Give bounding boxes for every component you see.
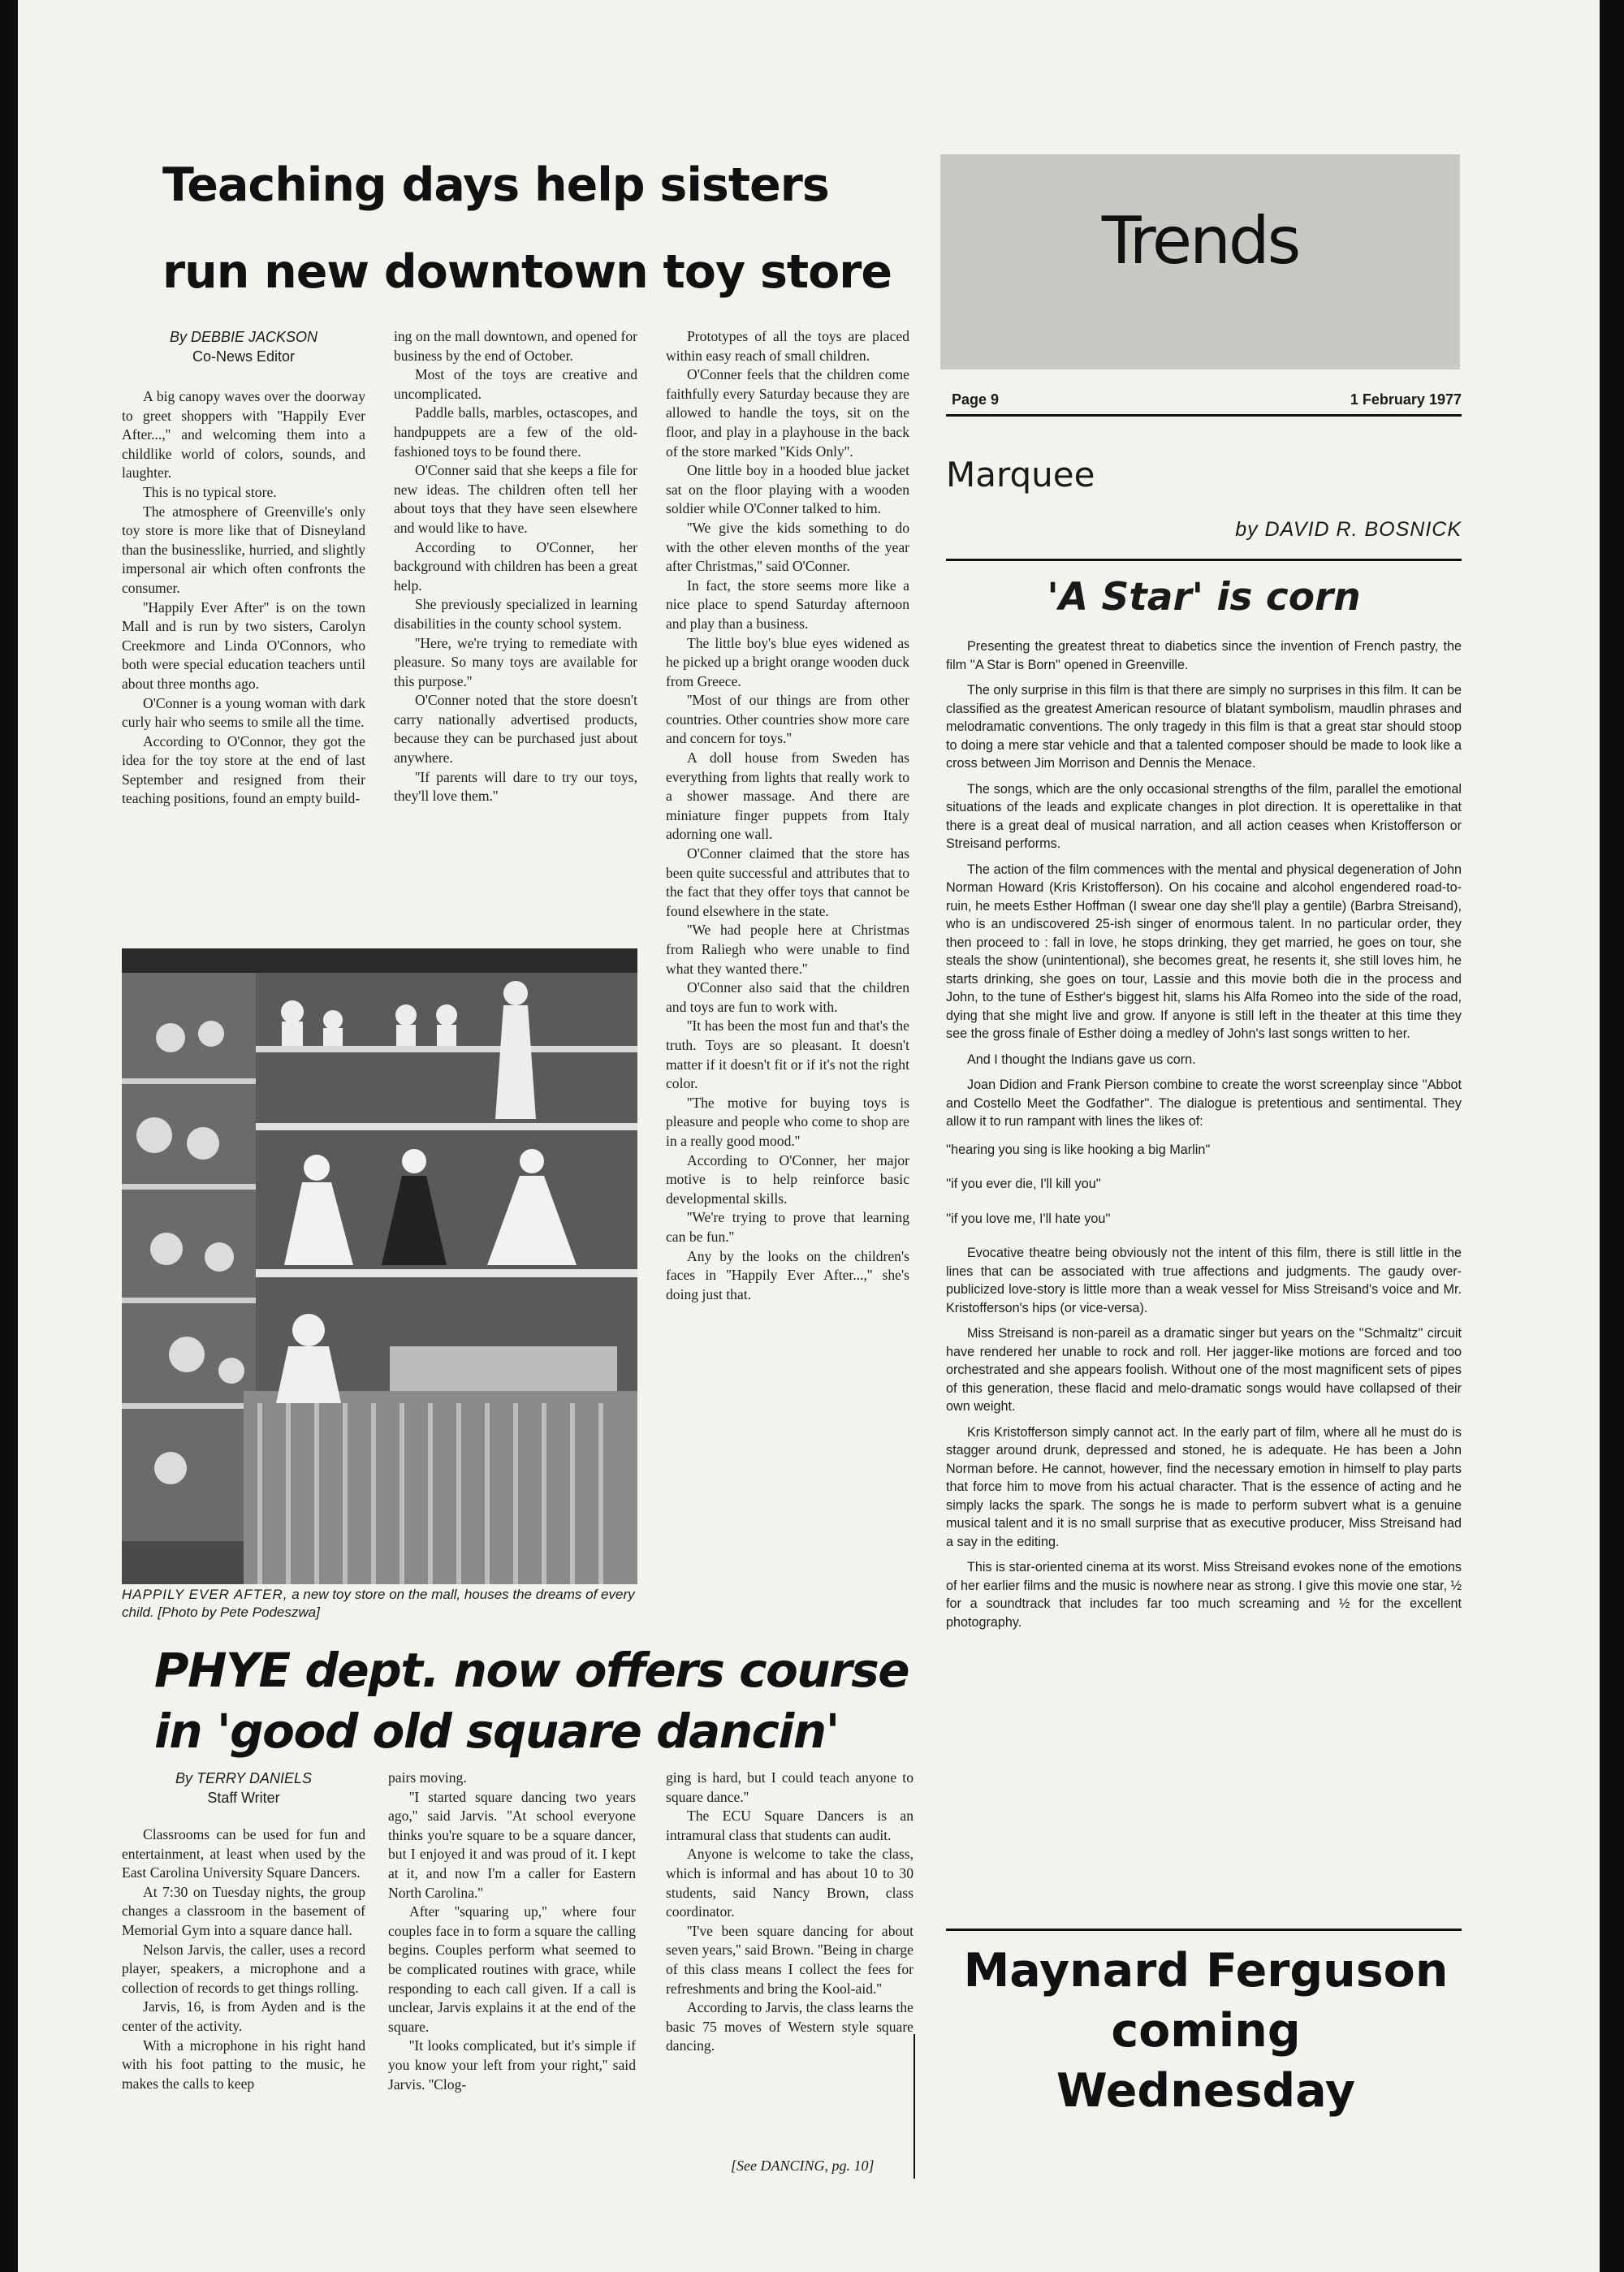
dance-story-byline-name: By TERRY DANIELS (175, 1770, 313, 1786)
paragraph: Presenting the greatest threat to diabetics since the invention of French pastry, the film ''A Star is Born'' opened in Greenville. (946, 639, 1462, 672)
paragraph: This is star-oriented cinema at its worst. Miss Streisand evokes none of the emotions of her earlier films and the music is nowhere near as strong. I give this movie one star, ½ for a soundtrack that includes far too much screaming and ½ for the excellent photography. (946, 1560, 1462, 1630)
paragraph: According to O'Conner, her background with children has been a great help. (394, 538, 637, 594)
paragraph: O'Conner said that she keeps a file for new ideas. The children often tell her about toys that they have seen elsewhere and would like to have. (394, 462, 637, 536)
paragraph: ''It looks complicated, but it's simple if you know your left from your right,'' said Jarvis. ''Clog- (388, 2037, 636, 2093)
paragraph: Joan Didion and Frank Pierson combine to create the worst screenplay since ''Abbot and Costello Meet the Godfather''. The dialogue is pretentious and sentimental. They allow it to run rampant with lines the likes of: (946, 1078, 1462, 1129)
photo-caption (122, 1586, 641, 1622)
column-rule (914, 2034, 915, 2179)
paragraph: ging is hard, but I could teach anyone to square dance.'' (666, 1769, 914, 1805)
paragraph: Classrooms can be used for fun and entertainment, at least when used by the East Carolina University Square Dancers. (122, 1826, 365, 1881)
dance-story-column-1 (122, 1769, 365, 2093)
section-title: Trends (1101, 203, 1299, 279)
page-number: Page 9 (952, 391, 1000, 408)
photo-caption-text: a new toy store on the mall, houses the dreams of every child. [Photo by Pete Podeszwa] (122, 1587, 635, 1620)
paragraph: ''The motive for buying toys is pleasure and people who come to shop are in a really good mood.'' (666, 1094, 909, 1149)
paragraph: One little boy in a hooded blue jacket sat on the floor playing with a wooden soldier while O'Conner talked to him. (666, 462, 909, 517)
toy-story-headline-line1: Teaching days help sisters (162, 158, 829, 212)
paragraph: With a microphone in his right hand with his foot patting to the music, he makes the calls to keep (122, 2037, 365, 2092)
toy-store-photo-illustration (122, 948, 637, 1584)
paragraph: ing on the mall downtown, and opened for business by the end of October. (394, 328, 637, 364)
paragraph: pairs moving. (388, 1769, 467, 1786)
review-headline: 'A Star' is corn (1047, 575, 1361, 620)
paragraph: After ''squaring up,'' where four couples face in to form a square the calling begins. Couples perform what seemed to be complicated routines with grace, while responding to each call given. If a call is unclear, Jarvis explains it at the end of the square. (388, 1903, 636, 2035)
continued-jump-line: [See DANCING, pg. 10] (731, 2158, 875, 2174)
dance-story-byline-title: Staff Writer (207, 1790, 280, 1806)
paragraph: A doll house from Sweden has everything from lights that really work to a shower massage. And there are miniature finger puppets from Italy adorning one wall. (666, 749, 909, 843)
section-banner (940, 154, 1460, 369)
toy-story-byline (122, 327, 365, 366)
dance-story-headline-line1: PHYE dept. now offers course (154, 1643, 909, 1698)
paragraph: According to O'Conner, her major motive is to help reinforce basic developmental skills. (666, 1151, 909, 1207)
paragraph: At 7:30 on Tuesday nights, the group changes a classroom in the basement of Memorial Gym into a square dance hall. (122, 1883, 365, 1938)
paragraph: Jarvis, 16, is from Ayden and is the center of the activity. (122, 1998, 365, 2034)
paragraph: Kris Kristofferson simply cannot act. In the early part of film, where all he must do is stagger around drunk, depressed and stoned, he is adequate. He has been a John Norman before. He cannot, however, find the necessary emotion in himself to play parts that force him to move from his actual character. That is the essence of acting and he simply lacks the spark. The songs he is made to perform subvert what is a genuine musical talent and it is no small surprise that as executive producer, Miss Streisand had a say in the editing. (946, 1424, 1462, 1549)
paragraph: Miss Streisand is non-pareil as a dramatic singer but years on the ''Schmaltz'' circuit have rendered her unable to rock and roll. Her jagger-like motions are forced and too orchestrated and she appears foolish. Without one of the most magnificent sets of pipes of this generation, these flacid and melo-dramatic songs would have collapsed of their own weight. (946, 1326, 1462, 1414)
dance-story-column-2 (388, 1769, 636, 2094)
review-quote: ''if you ever die, I'll kill you'' (946, 1177, 1101, 1191)
paragraph: And I thought the Indians gave us corn. (967, 1052, 1196, 1067)
maynard-ferguson-promo (946, 1941, 1466, 2121)
toy-story-column-2 (394, 327, 637, 806)
marquee-column-name: Marquee (946, 455, 1095, 495)
paragraph: ''Most of our things are from other countries. Other countries show more care and concern for toys.'' (666, 692, 909, 747)
paragraph: This is no typical store. (143, 483, 277, 500)
toy-store-photo (122, 948, 637, 1584)
paragraph: Anyone is welcome to take the class, which is informal and has about 10 to 30 students, said Nancy Brown, class coordinator. (666, 1846, 914, 1920)
paragraph: Nelson Jarvis, the caller, uses a record player, speakers, a microphone and a collection of records to get things rolling. (122, 1941, 365, 1996)
paragraph: ''We give the kids something to do with the other eleven months of the year after Christmas,'' said O'Conner. (666, 519, 909, 575)
review-body (946, 637, 1462, 1639)
paragraph: Paddle balls, marbles, octascopes, and handpuppets are a few of the old-fashioned toys to be found there. (394, 404, 637, 460)
paragraph: Any by the looks on the children's faces in ''Happily Ever After...,'' she's doing just that. (666, 1247, 909, 1302)
paragraph: The ECU Square Dancers is an intramural class that students can audit. (666, 1808, 914, 1843)
paragraph: ''Here, we're trying to remediate with pleasure. So many toys are available for this purpose.'' (394, 634, 637, 689)
promo-line-3: Wednesday (1056, 2064, 1356, 2118)
photo-caption-lead: HAPPILY EVER AFTER, (122, 1587, 288, 1602)
paragraph: ''We had people here at Christmas from Raliegh who were unable to find what they wanted there.'' (666, 922, 909, 977)
paragraph: ''We're trying to prove that learning can be fun.'' (666, 1209, 909, 1245)
paragraph: O'Conner feels that the children come faithfully every Saturday because they are allowed to handle the toys, sit on the floor, and play in a playhouse in the back of the store marked ''Kids Only''. (666, 366, 909, 460)
paragraph: O'Conner noted that the store doesn't carry nationally advertised products, because they can be purchased just about anywhere. (394, 692, 637, 767)
paragraph: Most of the toys are creative and uncomplicated. (394, 366, 637, 402)
paragraph: ''It has been the most fun and that's the truth. Toys are so pleasant. It doesn't matter if it doesn't fit or if it's not the right color. (666, 1017, 909, 1092)
toy-story-column-1 (122, 327, 365, 809)
toy-story-headline-line2: run new downtown toy store (162, 245, 892, 299)
promo-line-1: Maynard Ferguson (963, 1944, 1449, 1998)
paragraph: In fact, the store seems more like a nice place to spend Saturday afternoon and play than a business. (666, 577, 909, 632)
dance-story-column-3 (666, 1769, 914, 2056)
issue-date: 1 February 1977 (1350, 391, 1462, 408)
dance-story-headline-line2: in 'good old square dancin' (154, 1704, 839, 1759)
review-quote: ''if you love me, I'll hate you'' (946, 1211, 1111, 1226)
promo-rule (946, 1929, 1462, 1931)
paragraph: ''I started square dancing two years ago,'' said Jarvis. ''At school everyone thinks you're square to be a square dancer, but I enjoyed it and was proud of it. I kept at it, and now I'm a caller for Eastern North Carolina.'' (388, 1788, 636, 1901)
paragraph: O'Conner claimed that the store has been quite successful and attributes that to the fact that they offer toys that cannot be found elsewhere in the state. (666, 845, 909, 919)
dance-story-byline (122, 1769, 365, 1808)
paragraph: ''I've been square dancing for about seven years,'' said Brown. ''Being in charge of this class means I collect the fees for refreshments and bring the Kool-aid.'' (666, 1922, 914, 1997)
marquee-rule (946, 559, 1462, 561)
toy-story-byline-name: By DEBBIE JACKSON (169, 329, 318, 345)
paragraph: ''If parents will dare to try our toys, they'll love them.'' (394, 768, 637, 805)
paragraph: According to O'Connor, they got the idea for the toy store at the end of last September and resigned from their teaching positions, found an empty build- (122, 732, 365, 807)
paragraph: The only surprise in this film is that there are simply no surprises in this film. It can be classified as the greatest American resource of blatant symbolism, maudlin phrases and melodramatic conventions. The only tragedy in this film is that a great star should stoop to doing a mere star vehicle and that a talented composer should be made to look like a cross between Jim Morrison and Dennis the Menace. (946, 683, 1462, 771)
paragraph: O'Conner is a young woman with dark curly hair who seems to smile all the time. (122, 694, 365, 731)
promo-line-2: coming (1111, 2004, 1301, 2058)
toy-story-byline-title: Co-News Editor (192, 348, 296, 365)
paragraph: She previously specialized in learning disabilities in the county school system. (394, 596, 637, 632)
paragraph: The action of the film commences with the mental and physical degeneration of John Norman Howard (Kris Kristofferson). On his cocaine and alcohol engendered road-to-ruin, he meets Esther Hoffman (I swear one day she'll play a gentile) (Barbra Streisand), who is an undiscovered 25-ish singer of enormous talent. In no particular order, they then proceed to : fall in love, he stops drinking, they get married, he goes on tour, she steals the show (unintentional), she becomes great, he resents it, she still loves him, he starts drinking, she goes on tour, Lassie and this movie both die in the process and John, to the tune of Esther's biggest hit, slams his Alfa Romeo into the side of the road, dying that she might live and grow. If anyone is still left in the theater at this time they see the gross finale of Esther doing a medley of John's last songs written to her. (946, 862, 1462, 1041)
paragraph: A big canopy waves over the doorway to greet shoppers with ''Happily Ever After...,'' and welcoming them into a childlike world of colors, sounds, and laughter. (122, 388, 365, 482)
paragraph: Evocative theatre being obviously not the intent of this film, there is still little in the lines that can be associated with true affections and judgments. The gaudy over-publicized love-story is little more than a weak vessel for Miss Streisand's voice and Mr. Kristofferson's hips (or vice-versa). (946, 1246, 1462, 1315)
paragraph: The songs, which are the only occasional strengths of the film, parallel the emotional situations of the leads and explicate changes in plot direction. It is operettalike in that there is a great deal of musical narration, and all action ceases when Kristofferson or Streisand performs. (946, 781, 1462, 851)
review-quote: ''hearing you sing is like hooking a big Marlin'' (946, 1142, 1211, 1157)
paragraph: According to Jarvis, the class learns the basic 75 moves of Western style square dancing. (666, 1999, 914, 2054)
paragraph: O'Conner also said that the children and toys are fun to work with. (666, 979, 909, 1015)
toy-story-column-3 (666, 327, 909, 1304)
marquee-byline: by DAVID R. BOSNICK (1235, 518, 1462, 541)
paragraph: ''Happily Ever After'' is on the town Mall and is run by two sisters, Carolyn Creekmore and Linda O'Connors, who both were special education teachers until about three months ago. (122, 598, 365, 692)
paragraph: The atmosphere of Greenville's only toy store is more like that of Disneyland than the businesslike, hurried, and slightly impersonal air which often confronts the consumer. (122, 503, 365, 596)
header-rule (946, 414, 1462, 417)
paragraph: Prototypes of all the toys are placed within easy reach of small children. (666, 328, 909, 364)
paragraph: The little boy's blue eyes widened as he picked up a bright orange wooden duck from Greece. (666, 634, 909, 689)
